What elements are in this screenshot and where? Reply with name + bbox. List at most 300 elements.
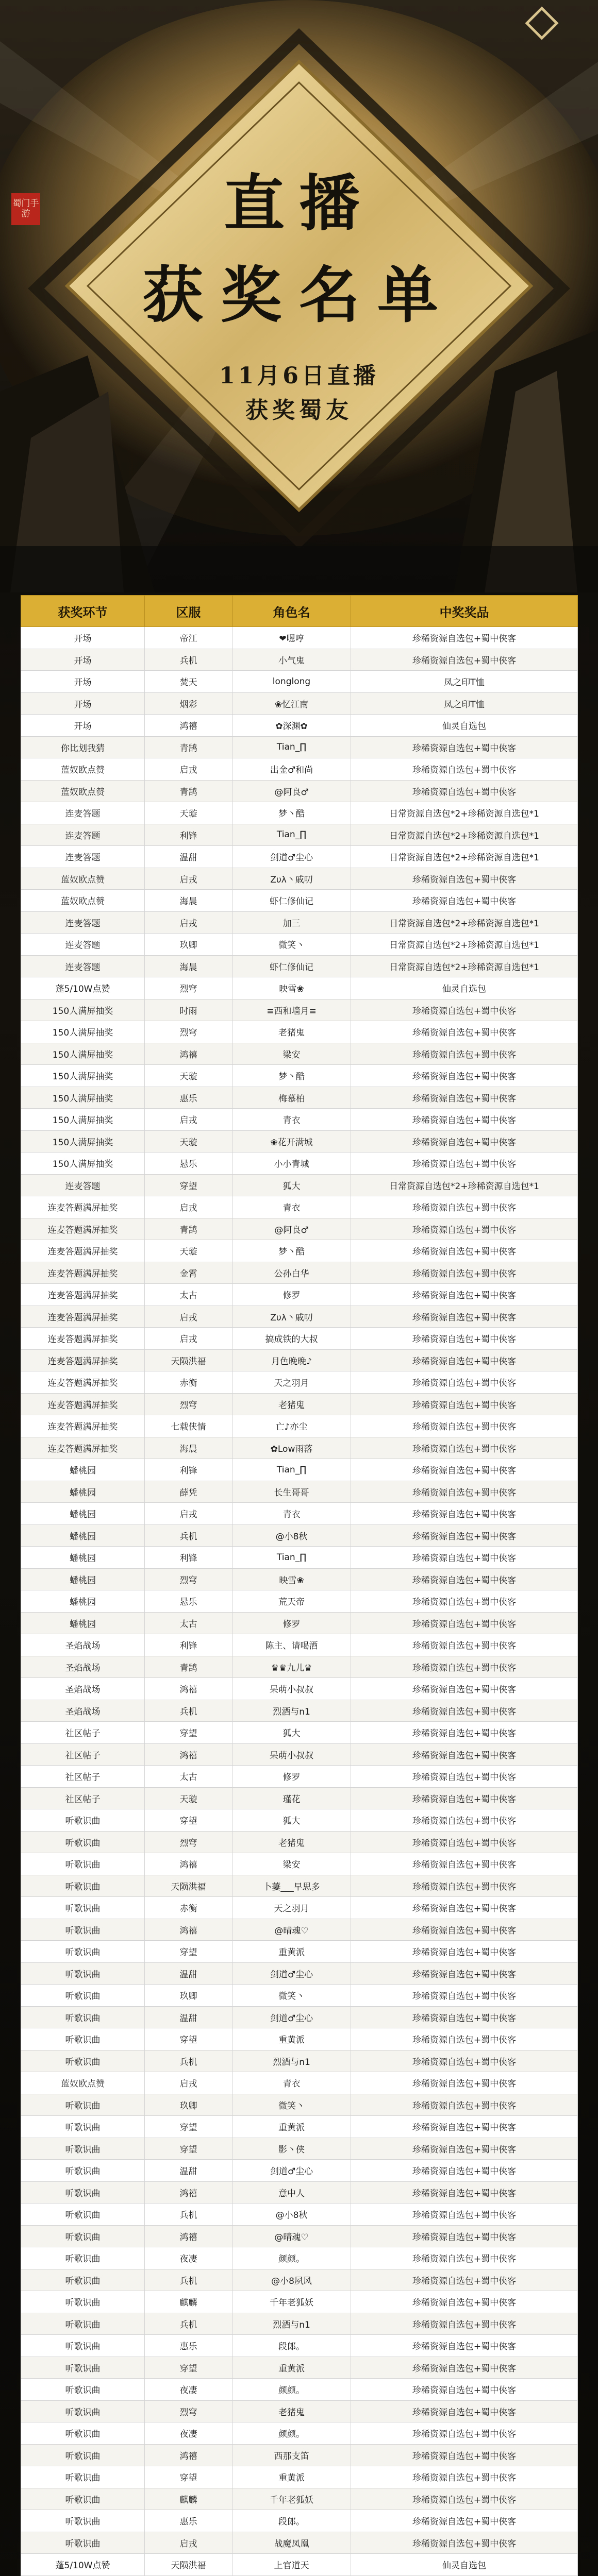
cell-character: 老猪鬼 [232, 1393, 351, 1415]
cell-segment: 连麦答题 [21, 911, 145, 934]
cell-segment: 社区帖子 [21, 1743, 145, 1766]
cell-character: 梦丶酷 [232, 1065, 351, 1087]
cell-prize: 珍稀资源自选包+蜀中侠客 [351, 1349, 578, 1371]
cell-character: 出金♂和尚 [232, 758, 351, 781]
table-row [21, 1481, 578, 1503]
cell-segment: 蟠桃园 [21, 1547, 145, 1569]
table-row [21, 1218, 578, 1240]
cell-server: 鸿禧 [145, 1743, 232, 1766]
cell-server: 启戎 [145, 868, 232, 890]
cell-segment: 听歌识曲 [21, 2181, 145, 2204]
cell-segment: 听歌识曲 [21, 2225, 145, 2247]
cell-character: 烈酒与n1 [232, 2313, 351, 2335]
cell-segment: 蟠桃园 [21, 1459, 145, 1481]
cell-character: ❀花开满城 [232, 1130, 351, 1153]
cell-prize: 珍稀资源自选包+蜀中侠客 [351, 2335, 578, 2357]
cell-prize: 珍稀资源自选包+蜀中侠客 [351, 2357, 578, 2379]
table-row [21, 2006, 578, 2028]
cell-server: 烈穹 [145, 1021, 232, 1043]
table-row [21, 1722, 578, 1744]
table-row [21, 999, 578, 1021]
cell-character: 青衣 [232, 1196, 351, 1218]
table-row [21, 2400, 578, 2422]
cell-server: 烈穹 [145, 1568, 232, 1590]
table-row [21, 1196, 578, 1218]
table-row [21, 2532, 578, 2554]
cell-segment: 听歌识曲 [21, 1962, 145, 1985]
cell-server: 穿望 [145, 1722, 232, 1744]
cell-segment: 蓝奴欧点赞 [21, 2072, 145, 2094]
cell-segment: 听歌识曲 [21, 2444, 145, 2466]
cell-prize: 珍稀资源自选包+蜀中侠客 [351, 2094, 578, 2116]
cell-prize: 珍稀资源自选包+蜀中侠客 [351, 2138, 578, 2160]
cell-server: 青鹄 [145, 1656, 232, 1678]
cell-server: 兵机 [145, 1700, 232, 1722]
cell-prize: 珍稀资源自选包+蜀中侠客 [351, 2028, 578, 2050]
table-row [21, 1678, 578, 1700]
table-row [21, 2444, 578, 2466]
cell-prize: 珍稀资源自选包+蜀中侠客 [351, 1568, 578, 1590]
cell-prize: 珍稀资源自选包+蜀中侠客 [351, 1700, 578, 1722]
cell-prize: 珍稀资源自选包+蜀中侠客 [351, 1787, 578, 1809]
cell-segment: 连麦答题满屏抽奖 [21, 1262, 145, 1284]
table-row [21, 1524, 578, 1547]
cell-segment: 蟠桃园 [21, 1503, 145, 1525]
cell-server: 玖卿 [145, 934, 232, 956]
table-row [21, 824, 578, 846]
cell-segment: 150人满屏抽奖 [21, 1109, 145, 1131]
cell-segment: 150人满屏抽奖 [21, 999, 145, 1021]
cell-character: 老猪鬼 [232, 1021, 351, 1043]
cell-character: 公孙白华 [232, 1262, 351, 1284]
cell-prize: 珍稀资源自选包+蜀中侠客 [351, 1196, 578, 1218]
cell-segment: 听歌识曲 [21, 1985, 145, 2007]
cell-prize: 珍稀资源自选包+蜀中侠客 [351, 2466, 578, 2488]
cell-prize: 日常资源自选包*2+珍稀资源自选包*1 [351, 846, 578, 868]
table-row [21, 802, 578, 824]
cell-character: 剑道♂尘心 [232, 2006, 351, 2028]
table-row [21, 2357, 578, 2379]
table-row [21, 1700, 578, 1722]
cell-segment: 连麦答题满屏抽奖 [21, 1328, 145, 1350]
cell-server: 温甜 [145, 846, 232, 868]
cell-segment: 蓝奴欧点赞 [21, 868, 145, 890]
cell-segment: 连麦答题满屏抽奖 [21, 1240, 145, 1262]
cell-server: 七载侠情 [145, 1415, 232, 1437]
cell-server: 烈穹 [145, 2400, 232, 2422]
cell-character: 梁安 [232, 1853, 351, 1875]
table-row [21, 2050, 578, 2072]
cell-prize: 珍稀资源自选包+蜀中侠客 [351, 1393, 578, 1415]
cell-server: 天陨洪福 [145, 2554, 232, 2576]
cell-prize: 珍稀资源自选包+蜀中侠客 [351, 999, 578, 1021]
cell-character: Tian_∏ [232, 736, 351, 758]
cell-character: Ζυλ丶戚叨 [232, 868, 351, 890]
cell-prize: 日常资源自选包*2+珍稀资源自选包*1 [351, 934, 578, 956]
cell-segment: 150人满屏抽奖 [21, 1153, 145, 1175]
cell-character: 天之羽月 [232, 1897, 351, 1919]
table-row [21, 2510, 578, 2532]
cell-prize: 珍稀资源自选包+蜀中侠客 [351, 1722, 578, 1744]
cell-segment: 蓝奴欧点赞 [21, 758, 145, 781]
table-row [21, 2269, 578, 2291]
cell-server: 海晨 [145, 955, 232, 977]
table-row [21, 1284, 578, 1306]
cell-character: 狐大 [232, 1809, 351, 1832]
winners-table [21, 595, 578, 2576]
cell-segment: 听歌识曲 [21, 2138, 145, 2160]
cell-character: @阿良♂ [232, 780, 351, 802]
table-row [21, 2160, 578, 2182]
table-row [21, 1962, 578, 1985]
cell-segment: 蟠桃园 [21, 1481, 145, 1503]
cell-prize: 仙灵自选包 [351, 2554, 578, 2576]
cell-prize: 仙灵自选包 [351, 977, 578, 999]
cell-prize: 珍稀资源自选包+蜀中侠客 [351, 2291, 578, 2313]
cell-character: 微笑丶 [232, 1985, 351, 2007]
cell-segment: 听歌识曲 [21, 2247, 145, 2269]
cell-server: 海晨 [145, 1437, 232, 1459]
cell-segment: 开场 [21, 715, 145, 737]
cell-server: 兵机 [145, 649, 232, 671]
cell-server: 鸿禧 [145, 1919, 232, 1941]
table-row [21, 1349, 578, 1371]
table-row [21, 1021, 578, 1043]
cell-segment: 听歌识曲 [21, 2488, 145, 2510]
table-row [21, 1174, 578, 1196]
table-row [21, 1568, 578, 1590]
cell-segment: 听歌识曲 [21, 2422, 145, 2445]
seal-stamp: 蜀门手游 [11, 193, 40, 225]
cell-segment: 社区帖子 [21, 1722, 145, 1744]
cell-prize: 珍稀资源自选包+蜀中侠客 [351, 1831, 578, 1853]
table-row [21, 1306, 578, 1328]
cell-server: 天陨洪福 [145, 1349, 232, 1371]
cell-character: 千年老狐妖 [232, 2291, 351, 2313]
cell-segment: 听歌识曲 [21, 1919, 145, 1941]
table-row [21, 627, 578, 649]
cell-character: 梦丶酷 [232, 1240, 351, 1262]
cell-server: 利锋 [145, 1547, 232, 1569]
cell-server: 赤衡 [145, 1371, 232, 1394]
cell-server: 太古 [145, 1284, 232, 1306]
cell-character: 荒天帝 [232, 1590, 351, 1613]
cell-segment: 开场 [21, 671, 145, 693]
table-row [21, 1153, 578, 1175]
cell-character: 重黄派 [232, 2116, 351, 2138]
cell-prize: 珍稀资源自选包+蜀中侠客 [351, 890, 578, 912]
title-line-1: 直播 [223, 167, 374, 239]
cell-server: 启戎 [145, 1196, 232, 1218]
cell-server: 启戎 [145, 1109, 232, 1131]
table-row [21, 1087, 578, 1109]
cell-character: 千年老狐妖 [232, 2488, 351, 2510]
cell-segment: 圣焰战场 [21, 1634, 145, 1656]
cell-segment: 蓝奴欧点赞 [21, 780, 145, 802]
cell-prize: 珍稀资源自选包+蜀中侠客 [351, 1503, 578, 1525]
cell-character: ≡西和墙月≡ [232, 999, 351, 1021]
table-row [21, 1656, 578, 1678]
cell-prize: 珍稀资源自选包+蜀中侠客 [351, 2072, 578, 2094]
cell-character: 意中人 [232, 2181, 351, 2204]
cell-character: 虾仁修仙记 [232, 955, 351, 977]
cell-server: 穿望 [145, 2357, 232, 2379]
table-row [21, 2225, 578, 2247]
table-row [21, 2181, 578, 2204]
cell-segment: 150人满屏抽奖 [21, 1087, 145, 1109]
cell-character: ❤嗯哼 [232, 627, 351, 649]
cell-character: 影丶侠 [232, 2138, 351, 2160]
cell-server: 天璇 [145, 1065, 232, 1087]
cell-segment: 150人满屏抽奖 [21, 1130, 145, 1153]
table-row [21, 1612, 578, 1634]
cell-server: 惠乐 [145, 2510, 232, 2532]
cell-server: 穿望 [145, 2138, 232, 2160]
table-row [21, 2466, 578, 2488]
cell-segment: 连麦答题 [21, 846, 145, 868]
column-header-character: 角色名 [232, 596, 351, 627]
cell-segment: 社区帖子 [21, 1766, 145, 1788]
cell-server: 启戎 [145, 911, 232, 934]
table-row [21, 1831, 578, 1853]
cell-segment: 蟠桃园 [21, 1524, 145, 1547]
cell-segment: 150人满屏抽奖 [21, 1021, 145, 1043]
cell-prize: 珍稀资源自选包+蜀中侠客 [351, 1612, 578, 1634]
cell-segment: 听歌识曲 [21, 2400, 145, 2422]
table-row [21, 1371, 578, 1394]
cell-character: 梦丶酷 [232, 802, 351, 824]
cell-segment: 连麦答题满屏抽奖 [21, 1371, 145, 1394]
title-line-2: 获奖名单 [142, 259, 456, 331]
cell-prize: 珍稀资源自选包+蜀中侠客 [351, 2160, 578, 2182]
cell-prize: 珍稀资源自选包+蜀中侠客 [351, 1240, 578, 1262]
cell-segment: 圣焰战场 [21, 1656, 145, 1678]
cell-prize: 珍稀资源自选包+蜀中侠客 [351, 2379, 578, 2401]
cell-prize: 珍稀资源自选包+蜀中侠客 [351, 627, 578, 649]
cell-character: 烈酒与n1 [232, 1700, 351, 1722]
cell-prize: 珍稀资源自选包+蜀中侠客 [351, 2204, 578, 2226]
cell-segment: 听歌识曲 [21, 1897, 145, 1919]
table-row [21, 2554, 578, 2576]
cell-character: @小8夙风 [232, 2269, 351, 2291]
cell-segment: 开场 [21, 649, 145, 671]
table-row [21, 1547, 578, 1569]
cell-server: 利锋 [145, 1634, 232, 1656]
cell-segment: 你比划我猜 [21, 736, 145, 758]
cell-segment: 听歌识曲 [21, 2510, 145, 2532]
cell-segment: 听歌识曲 [21, 2357, 145, 2379]
cell-server: 青鹄 [145, 736, 232, 758]
cell-prize: 珍稀资源自选包+蜀中侠客 [351, 2181, 578, 2204]
cell-prize: 珍稀资源自选包+蜀中侠客 [351, 780, 578, 802]
cell-prize: 珍稀资源自选包+蜀中侠客 [351, 1437, 578, 1459]
cell-server: 穿望 [145, 1809, 232, 1832]
cell-prize: 珍稀资源自选包+蜀中侠客 [351, 1415, 578, 1437]
cell-server: 兵机 [145, 2269, 232, 2291]
cell-prize: 珍稀资源自选包+蜀中侠客 [351, 1678, 578, 1700]
cell-segment: 听歌识曲 [21, 2291, 145, 2313]
cell-server: 启戎 [145, 2072, 232, 2094]
cell-character: 月色晚晚♪ [232, 1349, 351, 1371]
cell-character: ✿Low雨落 [232, 1437, 351, 1459]
cell-character: Tian_∏ [232, 1547, 351, 1569]
cell-character: 战魔凤凰 [232, 2532, 351, 2554]
table-row [21, 1415, 578, 1437]
cell-character: 段郎。 [232, 2510, 351, 2532]
table-row [21, 2488, 578, 2510]
cell-character: 狐大 [232, 1174, 351, 1196]
cell-prize: 珍稀资源自选包+蜀中侠客 [351, 1371, 578, 1394]
cell-character: 重黄派 [232, 1941, 351, 1963]
header-banner [0, 0, 598, 592]
column-header-prize: 中奖奖品 [351, 596, 578, 627]
cell-character: Ζυλ丶戚叨 [232, 1306, 351, 1328]
cell-character: Tian_∏ [232, 824, 351, 846]
cell-segment: 蟠桃园 [21, 1612, 145, 1634]
cell-segment: 听歌识曲 [21, 2269, 145, 2291]
cell-server: 鸿禧 [145, 2181, 232, 2204]
cell-character: 颜颜。 [232, 2379, 351, 2401]
table-row [21, 890, 578, 912]
table-row [21, 758, 578, 781]
cell-character: 虾仁修仙记 [232, 890, 351, 912]
cell-character: 梁安 [232, 1043, 351, 1065]
table-row [21, 649, 578, 671]
table-row [21, 1919, 578, 1941]
cell-prize: 日常资源自选包*2+珍稀资源自选包*1 [351, 1174, 578, 1196]
cell-prize: 珍稀资源自选包+蜀中侠客 [351, 1919, 578, 1941]
table-row [21, 1941, 578, 1963]
cell-segment: 连麦答题满屏抽奖 [21, 1437, 145, 1459]
cell-server: 鸿禧 [145, 1853, 232, 1875]
cell-server: 鸿禧 [145, 1043, 232, 1065]
cell-prize: 珍稀资源自选包+蜀中侠客 [351, 758, 578, 781]
cell-segment: 连麦答题 [21, 824, 145, 846]
cell-server: 夜凄 [145, 2247, 232, 2269]
cell-server: 利锋 [145, 824, 232, 846]
cell-prize: 珍稀资源自选包+蜀中侠客 [351, 2444, 578, 2466]
cell-prize: 珍稀资源自选包+蜀中侠客 [351, 1524, 578, 1547]
cell-segment: 蓝奴欧点赞 [21, 890, 145, 912]
table-row [21, 1459, 578, 1481]
cell-server: 兵机 [145, 1524, 232, 1547]
cell-character: @阿良♂ [232, 1218, 351, 1240]
cell-prize: 仙灵自选包 [351, 715, 578, 737]
cell-segment: 连麦答题满屏抽奖 [21, 1349, 145, 1371]
cell-server: 温甜 [145, 1962, 232, 1985]
cell-character: 长生哥哥 [232, 1481, 351, 1503]
table-row [21, 1743, 578, 1766]
cell-server: 穿望 [145, 2466, 232, 2488]
cell-segment: 连麦答题满屏抽奖 [21, 1393, 145, 1415]
cell-prize: 珍稀资源自选包+蜀中侠客 [351, 1109, 578, 1131]
cell-segment: 开场 [21, 692, 145, 715]
cell-prize: 珍稀资源自选包+蜀中侠客 [351, 2050, 578, 2072]
cell-segment: 听歌识曲 [21, 2313, 145, 2335]
cell-server: 海晨 [145, 890, 232, 912]
cell-prize: 珍稀资源自选包+蜀中侠客 [351, 2313, 578, 2335]
cell-server: 玖卿 [145, 1985, 232, 2007]
cell-prize: 珍稀资源自选包+蜀中侠客 [351, 1328, 578, 1350]
table-row [21, 955, 578, 977]
cell-prize: 珍稀资源自选包+蜀中侠客 [351, 1766, 578, 1788]
cell-segment: 连麦答题满屏抽奖 [21, 1218, 145, 1240]
table-row [21, 1590, 578, 1613]
cell-segment: 听歌识曲 [21, 1875, 145, 1897]
cell-prize: 珍稀资源自选包+蜀中侠客 [351, 1021, 578, 1043]
cell-segment: 听歌识曲 [21, 2335, 145, 2357]
cell-character: 颜颜。 [232, 2422, 351, 2445]
cell-server: 温甜 [145, 2160, 232, 2182]
cell-server: 启戎 [145, 1328, 232, 1350]
cell-character: 映雪❀ [232, 977, 351, 999]
cell-server: 烈穹 [145, 977, 232, 999]
cell-character: 重黄派 [232, 2028, 351, 2050]
cell-character: 重黄派 [232, 2466, 351, 2488]
cell-prize: 珍稀资源自选包+蜀中侠客 [351, 1153, 578, 1175]
cell-character: 青衣 [232, 1109, 351, 1131]
cell-server: 启戎 [145, 2532, 232, 2554]
cell-segment: 开场 [21, 627, 145, 649]
table-row [21, 1043, 578, 1065]
cell-prize: 日常资源自选包*2+珍稀资源自选包*1 [351, 824, 578, 846]
cell-character: 青衣 [232, 1503, 351, 1525]
cell-character: 青衣 [232, 2072, 351, 2094]
cell-server: 青鹄 [145, 1218, 232, 1240]
cell-character: 呆萌小叔叔 [232, 1678, 351, 1700]
cell-prize: 珍稀资源自选包+蜀中侠客 [351, 1043, 578, 1065]
cell-prize: 珍稀资源自选包+蜀中侠客 [351, 2116, 578, 2138]
cell-segment: 听歌识曲 [21, 2094, 145, 2116]
cell-segment: 连麦答题 [21, 955, 145, 977]
winners-table-container [21, 595, 577, 2576]
cell-character: ❀忆江南 [232, 692, 351, 715]
cell-segment: 听歌识曲 [21, 2379, 145, 2401]
cell-character: @晴魂♡ [232, 1919, 351, 1941]
cell-prize: 珍稀资源自选包+蜀中侠客 [351, 1262, 578, 1284]
subtitle-winners: 获奖蜀友 [245, 397, 353, 423]
cell-server: 烟彩 [145, 692, 232, 715]
column-header-server: 区服 [145, 596, 232, 627]
cell-prize: 珍稀资源自选包+蜀中侠客 [351, 1459, 578, 1481]
cell-server: 鸿禧 [145, 2225, 232, 2247]
cell-server: 温甜 [145, 2006, 232, 2028]
cell-segment: 听歌识曲 [21, 2466, 145, 2488]
cell-prize: 珍稀资源自选包+蜀中侠客 [351, 868, 578, 890]
cell-server: 薛凭 [145, 1481, 232, 1503]
cell-segment: 150人满屏抽奖 [21, 1065, 145, 1087]
cell-segment: 听歌识曲 [21, 2532, 145, 2554]
cell-server: 天璇 [145, 1787, 232, 1809]
cell-server: 穿望 [145, 2116, 232, 2138]
cell-prize: 珍稀资源自选包+蜀中侠客 [351, 2532, 578, 2554]
table-row [21, 846, 578, 868]
cell-prize: 珍稀资源自选包+蜀中侠客 [351, 1875, 578, 1897]
cell-character: 剑道♂尘心 [232, 2160, 351, 2182]
cell-character: ✿深渊✿ [232, 715, 351, 737]
table-row [21, 1503, 578, 1525]
table-row [21, 1109, 578, 1131]
cell-prize: 凤之印T恤 [351, 692, 578, 715]
table-row [21, 780, 578, 802]
cell-prize: 珍稀资源自选包+蜀中侠客 [351, 1897, 578, 1919]
cell-server: 夜凄 [145, 2422, 232, 2445]
cell-segment: 听歌识曲 [21, 1941, 145, 1963]
cell-prize: 日常资源自选包*2+珍稀资源自选包*1 [351, 802, 578, 824]
cell-prize: 珍稀资源自选包+蜀中侠客 [351, 2225, 578, 2247]
cell-segment: 150人满屏抽奖 [21, 1043, 145, 1065]
table-row [21, 1240, 578, 1262]
